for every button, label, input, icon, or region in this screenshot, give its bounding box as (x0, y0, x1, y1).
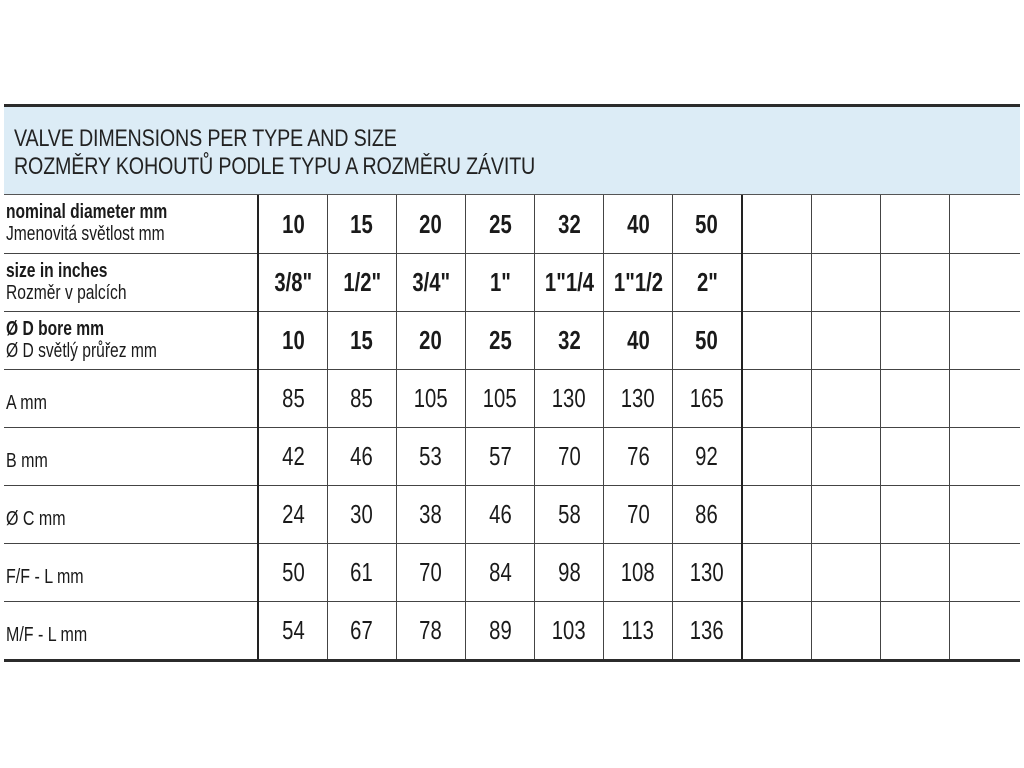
value-cell (673, 601, 742, 659)
value-cell (465, 601, 534, 659)
empty-cell (881, 485, 950, 543)
empty-cell (881, 543, 950, 601)
value-cell (465, 195, 534, 253)
table-row-b (4, 427, 1020, 485)
value-text: 105 (413, 383, 448, 413)
value-text: 54 (281, 615, 305, 646)
row-label-czech: Jmenovitá světlost mm (6, 223, 165, 245)
value-text: 53 (419, 441, 443, 471)
value-text: 165 (689, 383, 724, 413)
value-cell (465, 543, 534, 601)
empty-cell (950, 369, 1020, 427)
empty-cell (950, 427, 1020, 485)
value-text: 108 (621, 557, 656, 587)
value-text: 32 (557, 208, 581, 239)
value-text: 40 (626, 325, 650, 355)
value-cell (465, 311, 534, 369)
value-text: 25 (488, 208, 512, 239)
value-cell (327, 485, 396, 543)
value-cell (673, 427, 742, 485)
value-text: 15 (350, 208, 374, 239)
row-label-inches (4, 253, 258, 311)
value-text: 70 (626, 499, 650, 529)
value-text: 50 (281, 557, 305, 587)
value-text: 92 (695, 441, 719, 471)
value-cell (465, 485, 534, 543)
value-cell (327, 427, 396, 485)
value-text: 85 (350, 383, 374, 413)
empty-cell (881, 427, 950, 485)
value-text: 46 (488, 499, 512, 529)
value-cell (604, 195, 673, 253)
empty-cell (742, 485, 812, 543)
empty-cell (881, 369, 950, 427)
empty-cell (881, 311, 950, 369)
value-text: 42 (281, 441, 305, 471)
value-cell (396, 601, 465, 659)
row-label-czech: Ø D světlý průřez mm (6, 339, 157, 362)
table-row-c (4, 485, 1020, 543)
value-cell (535, 427, 604, 485)
value-text: 25 (488, 325, 512, 355)
value-cell (396, 485, 465, 543)
value-text: 76 (626, 441, 650, 471)
value-text: 105 (483, 383, 517, 413)
value-text: 103 (552, 615, 586, 646)
row-label-c (4, 485, 258, 543)
value-text: 130 (552, 383, 586, 413)
value-cell (535, 543, 604, 601)
row-label-text: F/F - L mm (6, 566, 84, 588)
value-cell (396, 253, 465, 311)
empty-cell (950, 601, 1020, 659)
value-text: 78 (419, 615, 443, 646)
value-cell (535, 485, 604, 543)
value-cell (327, 253, 396, 311)
value-cell (258, 485, 327, 543)
empty-cell (950, 485, 1020, 543)
empty-cell (812, 427, 881, 485)
value-cell (535, 601, 604, 659)
row-label-bore (4, 311, 258, 369)
value-cell (396, 543, 465, 601)
value-cell (327, 601, 396, 659)
empty-cell (742, 311, 812, 369)
value-text: 136 (689, 615, 724, 646)
empty-cell (812, 253, 881, 311)
value-cell (673, 369, 742, 427)
empty-cell (742, 369, 812, 427)
value-cell (673, 195, 742, 253)
value-text: 113 (621, 615, 655, 646)
title-english: VALVE DIMENSIONS PER TYPE AND SIZE (14, 125, 397, 152)
row-label-text: Ø C mm (6, 508, 66, 530)
row-label-nominal (4, 195, 258, 253)
value-cell (604, 543, 673, 601)
empty-cell (881, 601, 950, 659)
value-text: 3/4" (411, 267, 450, 297)
value-text: 1" (489, 267, 511, 297)
empty-cell (950, 253, 1020, 311)
value-cell (673, 311, 742, 369)
value-cell (673, 485, 742, 543)
empty-cell (742, 427, 812, 485)
value-text: 84 (488, 557, 512, 587)
value-cell (465, 369, 534, 427)
value-cell (604, 253, 673, 311)
title-czech: ROZMĚRY KOHOUTŮ PODLE TYPU A ROZMĚRU ZÁVITU (14, 153, 536, 180)
value-cell (535, 195, 604, 253)
value-text: 61 (350, 557, 374, 587)
value-cell (258, 543, 327, 601)
dimensions-table (4, 195, 1020, 659)
value-text: 1/2" (342, 267, 381, 297)
table-row-inches (4, 253, 1020, 311)
row-label-mf (4, 601, 258, 659)
empty-cell (812, 311, 881, 369)
value-cell (396, 195, 465, 253)
empty-cell (812, 195, 881, 253)
value-text: 50 (695, 325, 719, 355)
value-text: 24 (281, 499, 305, 529)
value-text: 86 (695, 499, 719, 529)
value-text: 30 (350, 499, 374, 529)
value-text: 57 (488, 441, 512, 471)
value-cell (535, 253, 604, 311)
table-row-nominal (4, 195, 1020, 253)
value-text: 85 (281, 383, 305, 413)
value-cell (396, 427, 465, 485)
row-label-text: B mm (6, 450, 48, 472)
value-cell (604, 485, 673, 543)
value-text: 20 (419, 208, 443, 239)
value-cell (258, 427, 327, 485)
row-label-english: size in inches (6, 259, 108, 282)
value-text: 50 (695, 208, 719, 239)
value-cell (465, 427, 534, 485)
value-cell (258, 253, 327, 311)
value-cell (604, 311, 673, 369)
table-row-mf (4, 601, 1020, 659)
value-text: 40 (626, 208, 650, 239)
value-cell (258, 369, 327, 427)
value-cell (258, 601, 327, 659)
row-label-a (4, 369, 258, 427)
value-text: 15 (350, 325, 374, 355)
value-cell (535, 311, 604, 369)
value-text: 58 (557, 499, 581, 529)
value-cell (673, 253, 742, 311)
value-text: 98 (557, 557, 581, 587)
value-text: 1"1/4 (544, 267, 594, 297)
value-text: 32 (557, 325, 581, 355)
value-cell (327, 369, 396, 427)
value-text: 130 (689, 557, 724, 587)
value-text: 38 (419, 499, 443, 529)
table-row-ff (4, 543, 1020, 601)
empty-cell (742, 195, 812, 253)
value-cell (327, 543, 396, 601)
empty-cell (950, 543, 1020, 601)
value-cell (327, 195, 396, 253)
row-label-ff (4, 543, 258, 601)
value-cell (396, 311, 465, 369)
value-text: 2" (696, 267, 718, 297)
row-label-english: nominal diameter mm (6, 201, 168, 223)
value-text: 10 (281, 208, 305, 239)
empty-cell (742, 543, 812, 601)
value-text: 10 (281, 325, 305, 355)
table-row-a (4, 369, 1020, 427)
empty-cell (950, 311, 1020, 369)
empty-cell (812, 601, 881, 659)
value-cell (258, 311, 327, 369)
value-text: 70 (557, 441, 581, 471)
value-text: 67 (350, 615, 374, 646)
empty-cell (812, 369, 881, 427)
row-label-text: A mm (6, 392, 47, 414)
empty-cell (742, 601, 812, 659)
value-text: 89 (488, 615, 512, 646)
empty-cell (881, 195, 950, 253)
empty-cell (812, 485, 881, 543)
row-label-b (4, 427, 258, 485)
value-cell (604, 601, 673, 659)
value-text: 20 (419, 325, 443, 355)
table-row-bore (4, 311, 1020, 369)
title-band (4, 107, 1020, 195)
value-text: 46 (350, 441, 374, 471)
dimensions-sheet (4, 104, 1020, 662)
value-cell (673, 543, 742, 601)
value-text: 130 (621, 383, 656, 413)
value-text: 1"1/2 (613, 267, 663, 297)
row-label-text: M/F - L mm (6, 624, 88, 647)
value-cell (604, 427, 673, 485)
row-label-english: Ø D bore mm (6, 317, 104, 340)
empty-cell (950, 195, 1020, 253)
empty-cell (812, 543, 881, 601)
value-cell (396, 369, 465, 427)
value-cell (604, 369, 673, 427)
empty-cell (881, 253, 950, 311)
empty-cell (742, 253, 812, 311)
value-text: 70 (419, 557, 443, 587)
value-cell (327, 311, 396, 369)
value-text: 3/8" (274, 267, 312, 297)
value-cell (258, 195, 327, 253)
value-cell (465, 253, 534, 311)
value-cell (535, 369, 604, 427)
row-label-czech: Rozměr v palcích (6, 281, 127, 304)
